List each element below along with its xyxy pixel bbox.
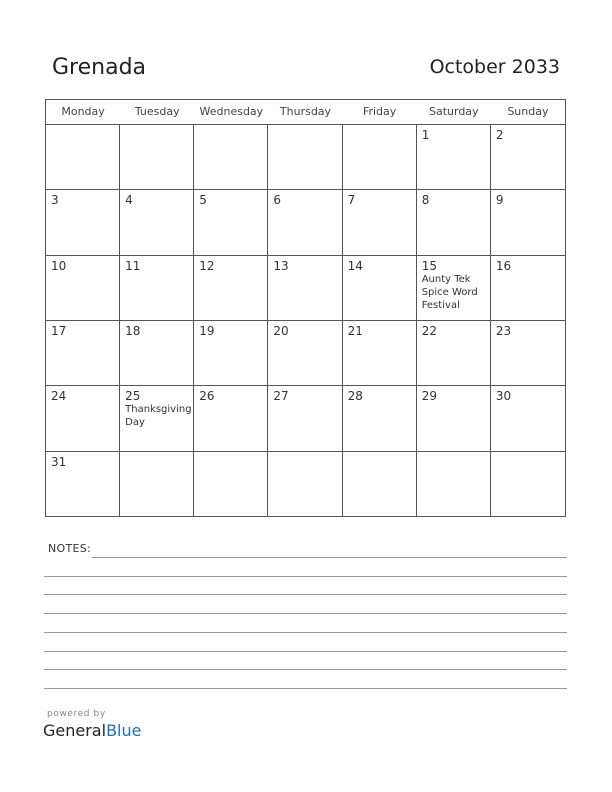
day-cell[interactable] — [343, 190, 417, 255]
day-number: 1 — [421, 128, 430, 142]
day-cell[interactable] — [46, 190, 120, 255]
day-cell[interactable] — [343, 256, 417, 321]
weekday-saturday: Saturday — [428, 105, 479, 118]
day-number: 2 — [495, 128, 504, 142]
day-number: 3 — [51, 193, 59, 208]
day-number: 12 — [199, 258, 215, 273]
holiday-event-text: Day — [125, 417, 145, 429]
day-number: 6 — [273, 193, 282, 208]
day-number: 19 — [199, 324, 215, 338]
day-cell[interactable] — [120, 125, 194, 190]
day-cell[interactable] — [46, 386, 120, 451]
day-number: 17 — [51, 324, 67, 338]
day-cell[interactable] — [194, 452, 268, 517]
day-cell[interactable] — [120, 386, 194, 451]
day-cell[interactable] — [343, 321, 417, 386]
notes-line — [44, 651, 567, 652]
day-number: 20 — [273, 324, 289, 338]
holiday-event-text: Aunty Tek — [421, 273, 471, 285]
notes-line — [44, 688, 567, 689]
day-cell[interactable] — [268, 321, 342, 386]
day-number: 29 — [421, 389, 437, 404]
weekday-sunday: Sunday — [507, 105, 549, 118]
day-cell[interactable] — [46, 125, 120, 190]
day-number: 11 — [125, 258, 141, 273]
day-cell[interactable] — [268, 386, 342, 451]
day-cell[interactable] — [46, 256, 120, 321]
notes-label: NOTES: — [48, 542, 92, 555]
day-cell[interactable] — [120, 190, 194, 255]
day-cell[interactable] — [194, 321, 268, 386]
day-number: 13 — [273, 258, 289, 273]
day-cell[interactable] — [120, 256, 194, 321]
day-cell[interactable] — [343, 452, 417, 517]
generalblue-logo[interactable] — [43, 721, 141, 740]
day-number: 24 — [51, 389, 67, 404]
day-cell[interactable] — [194, 125, 268, 190]
brand-blue: Blue — [106, 721, 142, 740]
notes-line — [92, 557, 567, 558]
day-cell[interactable] — [491, 321, 565, 386]
notes-line — [44, 594, 567, 595]
day-cell[interactable] — [417, 452, 491, 517]
day-cell[interactable] — [343, 125, 417, 190]
day-number: 30 — [495, 389, 512, 404]
day-cell[interactable] — [194, 190, 268, 255]
day-number: 9 — [495, 193, 504, 208]
calendar-grid — [45, 99, 566, 517]
day-number: 26 — [199, 389, 215, 404]
day-number: 28 — [347, 389, 363, 404]
weekday-tuesday: Tuesday — [134, 105, 180, 118]
day-cell[interactable] — [46, 452, 120, 517]
day-cell[interactable] — [491, 125, 565, 190]
day-number: 7 — [347, 193, 356, 208]
day-number: 14 — [347, 258, 363, 273]
day-cell[interactable] — [268, 256, 342, 321]
weekday-header-row — [46, 100, 565, 125]
day-number: 25 — [125, 389, 141, 404]
day-cell[interactable] — [491, 190, 565, 255]
brand-general: General — [43, 721, 107, 740]
day-number: 27 — [273, 389, 289, 404]
weekday-thursday: Thursday — [279, 105, 332, 118]
day-cell[interactable] — [268, 125, 342, 190]
powered-by-text: powered by — [47, 709, 106, 719]
day-number: 10 — [51, 258, 67, 273]
notes-line — [44, 632, 567, 633]
day-cells — [46, 125, 565, 517]
day-cell[interactable] — [194, 386, 268, 451]
holiday-event-text: Thanksgiving — [125, 404, 192, 416]
day-cell[interactable] — [120, 321, 194, 386]
day-cell[interactable] — [417, 386, 491, 451]
day-cell[interactable] — [120, 452, 194, 517]
holiday-event-text: Spice Word — [421, 286, 478, 298]
day-number: 8 — [421, 193, 430, 208]
day-cell[interactable] — [343, 386, 417, 451]
day-number: 18 — [125, 324, 141, 338]
day-cell[interactable] — [46, 321, 120, 386]
day-number: 5 — [199, 193, 207, 208]
notes-line — [44, 613, 567, 614]
day-cell[interactable] — [417, 125, 491, 190]
day-number: 23 — [495, 324, 512, 338]
day-cell[interactable] — [194, 256, 268, 321]
day-number: 22 — [421, 324, 437, 338]
day-cell[interactable] — [268, 452, 342, 517]
notes-line — [44, 576, 567, 577]
weekday-friday: Friday — [362, 105, 397, 118]
day-cell[interactable] — [417, 256, 491, 321]
day-cell[interactable] — [417, 190, 491, 255]
day-number: 15 — [421, 258, 437, 273]
calendar-country-title: Grenada — [52, 55, 147, 80]
day-number: 16 — [495, 258, 512, 273]
day-number: 21 — [347, 324, 363, 338]
day-cell[interactable] — [491, 452, 565, 517]
notes-line — [44, 669, 567, 670]
day-number: 31 — [51, 454, 67, 469]
day-cell[interactable] — [417, 321, 491, 386]
weekday-wednesday: Wednesday — [199, 105, 264, 118]
day-cell[interactable] — [268, 190, 342, 255]
weekday-monday: Monday — [61, 105, 105, 118]
day-number: 4 — [125, 193, 133, 208]
day-cell[interactable] — [491, 256, 565, 321]
day-cell[interactable] — [491, 386, 565, 451]
holiday-event-text: Festival — [421, 299, 460, 311]
calendar-month-year: October 2033 — [429, 56, 560, 78]
